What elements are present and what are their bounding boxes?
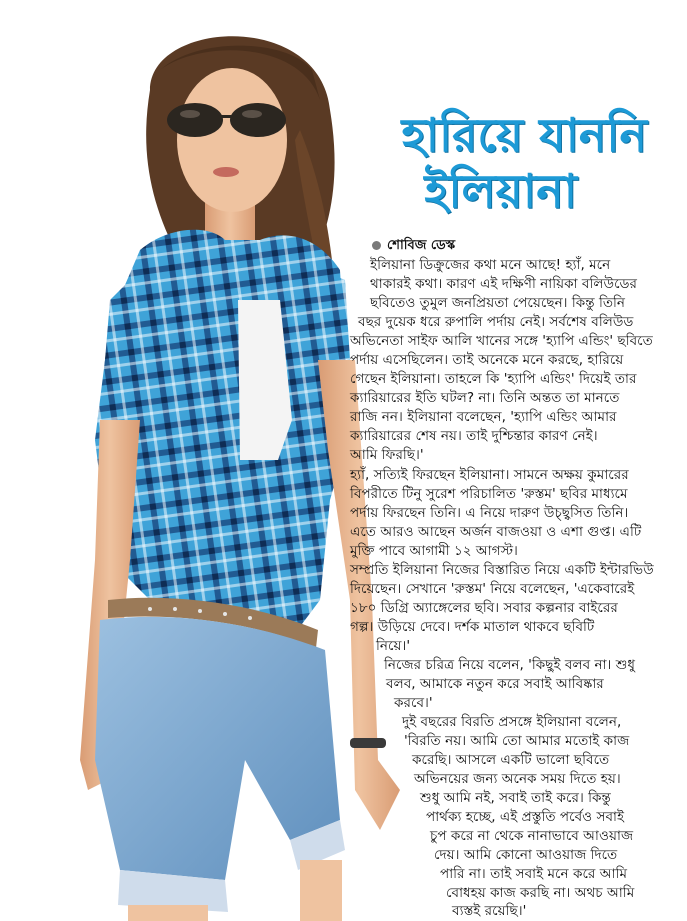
article-line: বলব, আমাকে নতুন করে সবাই আবিষ্কার: [386, 676, 604, 692]
article-line: সম্প্রতি ইলিয়ানা নিজের বিস্তারিত নিয়ে একটি ইন্টারভিউ: [350, 562, 654, 578]
article-line: পর্দায় এসেছিলেন। তাই অনেকে মনে করছে, হারিয়ে: [350, 352, 624, 368]
article-line: ব্যস্তই রয়েছি।': [452, 903, 527, 919]
headline-line-1: হারিয়ে যাননি: [401, 108, 647, 162]
byline: [372, 236, 455, 257]
right-leg: [300, 860, 342, 921]
article-line: ক্যারিয়ারের ইতি ঘটল? না। তিনি অন্তত তা মানতে: [350, 390, 620, 406]
article-line: করবে।': [394, 695, 433, 711]
article-line: এতে আরও আছেন অর্জন বাজওয়া ও এশা গুপ্ত। এটি: [350, 524, 642, 540]
article-line: দুই বছরের বিরতি প্রসঙ্গে ইলিয়ানা বলেন,: [402, 714, 622, 730]
article-line: মুক্তি পাবে আগামী ১২ আগস্ট।: [350, 543, 518, 559]
shirt-sleeve-right: [300, 260, 350, 360]
article-line: গল্প। উড়িয়ে দেবে। দর্শক মাতাল থাকবে ছবিটি: [350, 619, 595, 635]
article-line: বছর দুয়েক ধরে রুপালি পর্দায় নেই। সর্বশেষ বলিউড: [358, 314, 634, 330]
article-line: রাজি নন। ইলিয়ানা বলেছেন, 'হ্যাপি এন্ডিং আমার: [350, 409, 617, 425]
article-line: পার্থক্য হচ্ছে, এই প্রস্তুতি পর্বেও সবাই: [426, 809, 625, 825]
bullet-icon: [372, 241, 381, 250]
left-leg: [128, 905, 208, 921]
article-line: নিজের চরিত্র নিয়ে বলেন, 'কিছুই বলব না। শুধু: [384, 657, 636, 673]
face: [177, 68, 287, 212]
lips: [213, 167, 239, 177]
article-line: পর্দায় ফিরছেন তিনি। এ নিয়ে দারুণ উচ্ছ্বসিত তিনি।: [350, 505, 629, 521]
article-line: করেছি। আসলে একটি ভালো ছবিতে: [412, 752, 610, 768]
article-line: শুধু আমি নই, সবাই তাই করে। কিন্তু: [420, 790, 611, 806]
article-line: গেছেন ইলিয়ানা। তাহলে কি 'হ্যাপি এন্ডিং' দিয়েই তার: [350, 371, 637, 387]
byline-text: শোবিজ ডেস্ক: [387, 238, 456, 253]
article-line: বোধহয় কাজ করছি না। অথচ আমি: [446, 885, 635, 901]
article-line: অভিনয়ের জন্য অনেক সময় দিতে হয়।: [414, 771, 621, 787]
article-line: দিয়েছেন। সেখানে 'রুস্তম' নিয়ে বলেছেন, 'একেবারেই: [350, 581, 635, 597]
article-line: আমি ফিরছি।': [350, 447, 424, 463]
bracelet-icon: [350, 738, 386, 748]
article-line: হ্যাঁ, সত্যিই ফিরছেন ইলিয়ানা। সামনে অক্ষয় কুমারের: [350, 467, 629, 483]
article-line: 'বিরতি নয়। আমি তো আমার মতোই কাজ: [404, 733, 630, 749]
article-line: পারি না। তাই সবাই মনে করে আমি: [440, 866, 628, 882]
article-line: চুপ করে না থেকে নানাভাবে আওয়াজ: [430, 828, 634, 844]
article-line: ছবিতেও তুমুল জনপ্রিয়তা পেয়েছেন। কিন্তু তিনি: [370, 295, 626, 311]
article-line: অভিনেতা সাইফ আলি খানের সঙ্গে 'হ্যাপি এন্ডিং' ছবিতে: [350, 333, 653, 349]
article-line: দেয়। আমি কোনো আওয়াজ দিতে: [434, 847, 618, 863]
article-line: থাকারই কথা। কারণ এই দক্ষিণী নায়িকা বলিউডের: [370, 276, 638, 292]
article-line: বিপরীতে টিনু সুরেশ পরিচালিত 'রুস্তম' ছবির মাধ্যমে: [350, 486, 628, 502]
article-line: নিয়ে।': [376, 638, 411, 654]
article-line: ক্যারিয়ারের শেষ নয়। তাই দুশ্চিন্তার কারণ নেই।: [350, 428, 598, 444]
headline-line-2: ইলিয়ানা: [424, 164, 577, 218]
article-line: ইলিয়ানা ডিক্রুজের কথা মনে আছে! হ্যাঁ, মনে: [370, 257, 611, 273]
article-line: ১৮০ ডিগ্রি অ্যাঙ্গেলের ছবি। সবার কল্পনার বাইরের: [350, 600, 618, 616]
